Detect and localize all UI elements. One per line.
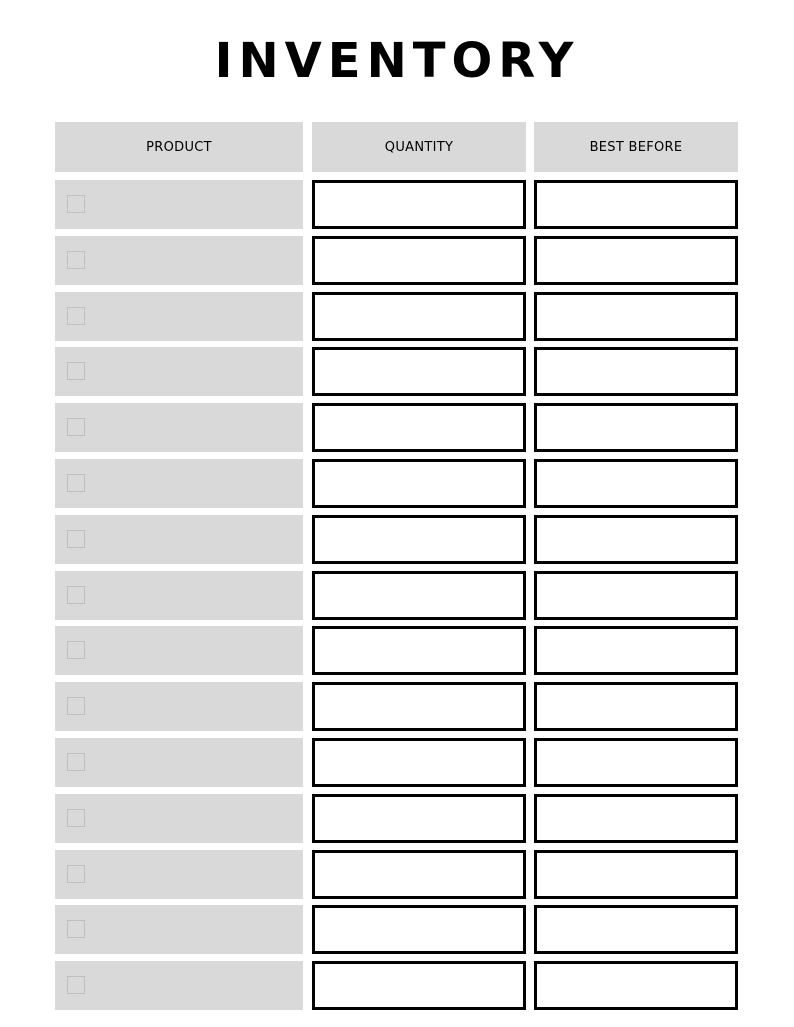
best-before-field[interactable] bbox=[534, 850, 738, 899]
best-before-field[interactable] bbox=[534, 682, 738, 731]
quantity-field[interactable] bbox=[312, 961, 526, 1010]
product-cell[interactable] bbox=[55, 850, 303, 899]
table-row bbox=[0, 459, 794, 508]
row-checkbox[interactable] bbox=[67, 307, 85, 325]
product-cell[interactable] bbox=[55, 738, 303, 787]
product-cell[interactable] bbox=[55, 180, 303, 229]
product-cell[interactable] bbox=[55, 682, 303, 731]
quantity-field[interactable] bbox=[312, 459, 526, 508]
product-cell[interactable] bbox=[55, 794, 303, 843]
table-row bbox=[0, 961, 794, 1010]
quantity-field[interactable] bbox=[312, 626, 526, 675]
quantity-field[interactable] bbox=[312, 515, 526, 564]
product-cell[interactable] bbox=[55, 626, 303, 675]
product-cell[interactable] bbox=[55, 347, 303, 396]
product-cell[interactable] bbox=[55, 905, 303, 954]
quantity-field[interactable] bbox=[312, 850, 526, 899]
row-checkbox[interactable] bbox=[67, 195, 85, 213]
quantity-field[interactable] bbox=[312, 794, 526, 843]
quantity-field[interactable] bbox=[312, 292, 526, 341]
best-before-field[interactable] bbox=[534, 626, 738, 675]
table-row bbox=[0, 347, 794, 396]
row-checkbox[interactable] bbox=[67, 474, 85, 492]
product-cell[interactable] bbox=[55, 571, 303, 620]
table-row bbox=[0, 403, 794, 452]
column-header-quantity: QUANTITY bbox=[312, 122, 526, 172]
product-cell[interactable] bbox=[55, 961, 303, 1010]
column-header-best-before: BEST BEFORE bbox=[534, 122, 738, 172]
table-row bbox=[0, 515, 794, 564]
best-before-field[interactable] bbox=[534, 459, 738, 508]
table-row bbox=[0, 682, 794, 731]
table-row bbox=[0, 794, 794, 843]
row-checkbox[interactable] bbox=[67, 697, 85, 715]
row-checkbox[interactable] bbox=[67, 865, 85, 883]
product-cell[interactable] bbox=[55, 515, 303, 564]
table-row bbox=[0, 626, 794, 675]
row-checkbox[interactable] bbox=[67, 976, 85, 994]
table-row bbox=[0, 236, 794, 285]
row-checkbox[interactable] bbox=[67, 418, 85, 436]
quantity-field[interactable] bbox=[312, 682, 526, 731]
quantity-field[interactable] bbox=[312, 347, 526, 396]
best-before-field[interactable] bbox=[534, 961, 738, 1010]
quantity-field[interactable] bbox=[312, 236, 526, 285]
best-before-field[interactable] bbox=[534, 403, 738, 452]
best-before-field[interactable] bbox=[534, 738, 738, 787]
product-cell[interactable] bbox=[55, 403, 303, 452]
table-row bbox=[0, 850, 794, 899]
quantity-field[interactable] bbox=[312, 403, 526, 452]
table-row bbox=[0, 180, 794, 229]
row-checkbox[interactable] bbox=[67, 251, 85, 269]
best-before-field[interactable] bbox=[534, 571, 738, 620]
quantity-field[interactable] bbox=[312, 905, 526, 954]
row-checkbox[interactable] bbox=[67, 530, 85, 548]
best-before-field[interactable] bbox=[534, 794, 738, 843]
best-before-field[interactable] bbox=[534, 347, 738, 396]
best-before-field[interactable] bbox=[534, 236, 738, 285]
quantity-field[interactable] bbox=[312, 738, 526, 787]
quantity-field[interactable] bbox=[312, 180, 526, 229]
row-checkbox[interactable] bbox=[67, 641, 85, 659]
row-checkbox[interactable] bbox=[67, 362, 85, 380]
table-row bbox=[0, 738, 794, 787]
best-before-field[interactable] bbox=[534, 180, 738, 229]
product-cell[interactable] bbox=[55, 292, 303, 341]
best-before-field[interactable] bbox=[534, 515, 738, 564]
table-row bbox=[0, 571, 794, 620]
page-title: INVENTORY bbox=[214, 33, 580, 89]
row-checkbox[interactable] bbox=[67, 920, 85, 938]
best-before-field[interactable] bbox=[534, 292, 738, 341]
row-checkbox[interactable] bbox=[67, 809, 85, 827]
best-before-field[interactable] bbox=[534, 905, 738, 954]
product-cell[interactable] bbox=[55, 236, 303, 285]
row-checkbox[interactable] bbox=[67, 753, 85, 771]
table-row bbox=[0, 292, 794, 341]
table-row bbox=[0, 905, 794, 954]
quantity-field[interactable] bbox=[312, 571, 526, 620]
row-checkbox[interactable] bbox=[67, 586, 85, 604]
product-cell[interactable] bbox=[55, 459, 303, 508]
column-header-product: PRODUCT bbox=[55, 122, 303, 172]
